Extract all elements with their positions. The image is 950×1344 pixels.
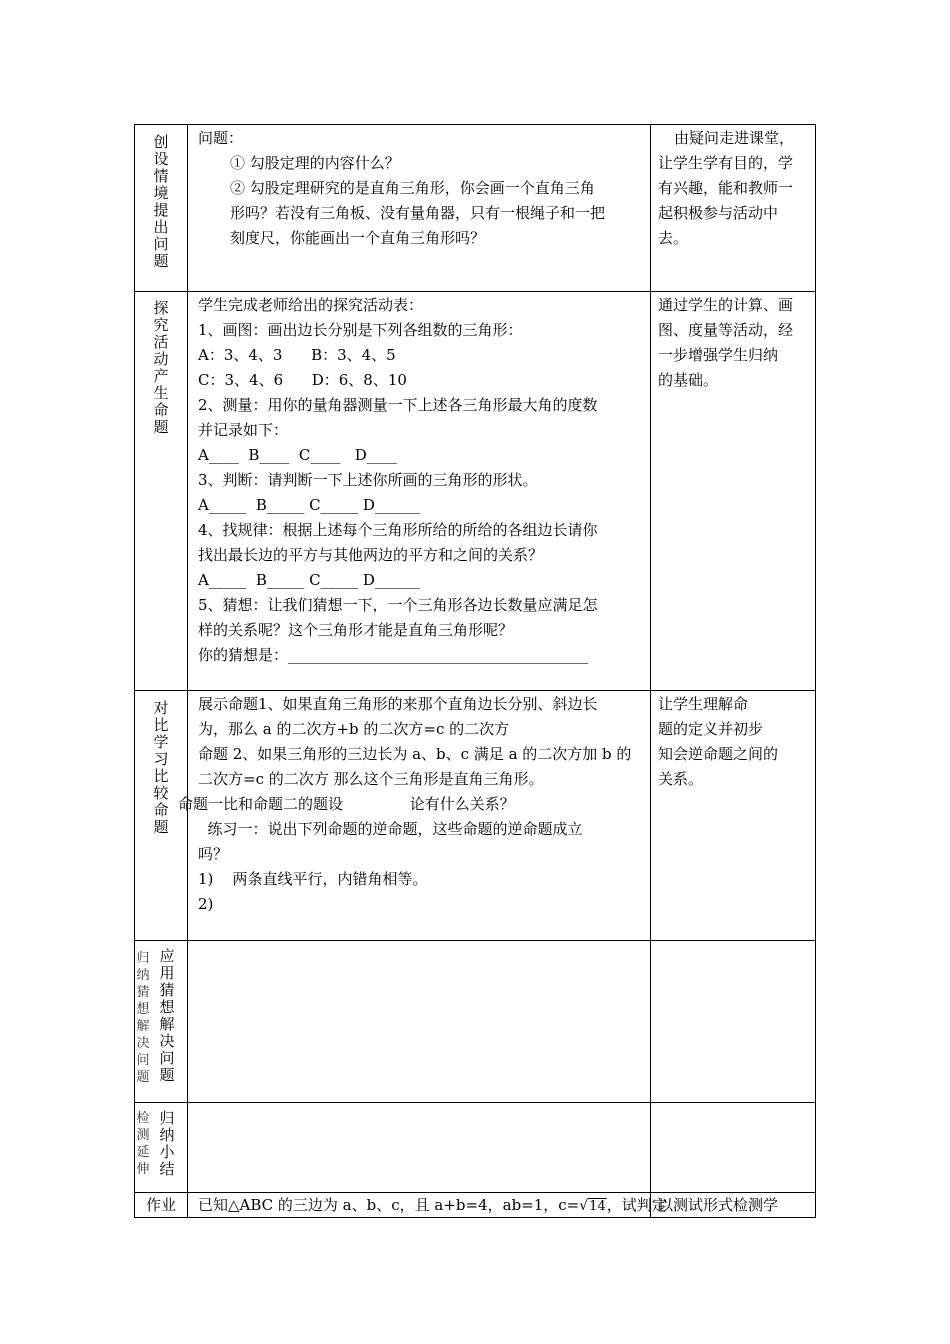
row-1-content (198, 126, 644, 251)
row-4-label: 应用猜想解决问题 (159, 947, 175, 1084)
row-2-line-11: 找出最长边的平方与其他两边的平方和之间的关系？ (198, 546, 544, 564)
row-2-line-4: C：3、4、6 D：6、8、10 (198, 371, 407, 389)
row-1-line-1: 问题： (198, 129, 244, 147)
row-1-note-line-5: 去。 (658, 229, 689, 247)
row-2-line-12: A_____ B_____ C_____ D______ (198, 571, 420, 589)
row-4-side-mark: 归纳猜想解决问题 (136, 951, 150, 1085)
row-2-note-line-3: 一步增强学生归纳 (658, 346, 779, 364)
row-3-line-5: 命题一比和命题二的题设 论有什么关系？ (178, 795, 515, 813)
row-3-note-line-4: 关系。 (658, 770, 704, 788)
row-2-line-10: 4、找规律：根据上述每个三角形所给的所给的各组边长请你 (198, 521, 598, 539)
row-2-note (658, 293, 810, 393)
row-1-note-line-1: 由疑问走进课堂， (674, 129, 795, 147)
row-2-line-7: A____ B____ C____ D____ (198, 446, 397, 464)
row-1-note (658, 126, 810, 251)
row-3-note (658, 692, 810, 792)
row-3-note-line-3: 知会逆命题之间的 (658, 745, 779, 763)
row-3-label: 对比学习比较命题 (153, 699, 169, 836)
row-2-line-14: 样的关系呢？这个三角形才能是直角三角形呢？ (198, 621, 514, 639)
row-3-line-1: 展示命题1、如果直角三角形的来那个直角边长分别、斜边长 (198, 695, 598, 713)
row-2-line-15: 你的猜想是：________________________________________ (198, 646, 589, 664)
row-2-line-9: A_____ B_____ C_____ D______ (198, 496, 420, 514)
row-5-content-cell (187, 1102, 651, 1193)
row-2-line-6: 并记录如下： (198, 421, 289, 439)
sqrt-radicand: 14 (589, 1199, 606, 1214)
row-4-content-cell (187, 940, 651, 1103)
row-2-content (198, 293, 644, 668)
row-2-line-5: 2、测量：用你的量角器测量一下上述各三角形最大角的度数 (198, 396, 598, 414)
row-3-line-9: 2) (198, 895, 214, 913)
row-1-line-5: 刻度尺，你能画出一个直角三角形吗？ (230, 229, 486, 247)
row-3-line-7: 吗？ (198, 845, 229, 863)
row-5-label: 归纳小结 (159, 1109, 175, 1178)
row-4-note-cell (650, 940, 816, 1103)
row-3-line-6: 练习一：说出下列命题的逆命题，这些命题的逆命题成立 (198, 820, 583, 838)
row-3-content (178, 692, 644, 917)
row-2-line-8: 3、判断：请判断一下上述你所画的三角形的形状。 (198, 471, 538, 489)
row-6-content (198, 1193, 667, 1219)
row-2-line-13: 5、猜想：让我们猜想一下，一个三角形各边长数量应满足怎 (198, 596, 598, 614)
sqrt-sign: √ (579, 1198, 589, 1214)
row-1-label: 创设情境提出问题 (153, 133, 169, 270)
row-6-text-1: 已知△ABC 的三边为 a、b、c，且 a+b=4，ab=1，c= (198, 1196, 580, 1214)
row-1-line-3: ② 勾股定理研究的是直角三角形，你会画一个直角三角 (230, 179, 595, 197)
row-3-line-2: 为，那么 a 的二次方+b 的二次方=c 的二次方 (198, 720, 510, 738)
row-2-line-2: 1、画图：画出边长分别是下列各组数的三角形： (198, 321, 523, 339)
row-3-line-4: 二次方=c 的二次方 那么这个三角形是直角三角形。 (198, 770, 544, 788)
row-1-note-line-3: 有兴趣，能和教师一 (658, 179, 794, 197)
row-2-label: 探究活动产生命题 (153, 299, 169, 436)
row-1-note-line-4: 起积极参与活动中 (658, 204, 779, 222)
row-5-side-mark: 检测延伸 (136, 1111, 150, 1177)
row-2-note-line-2: 图、度量等活动，经 (658, 321, 794, 339)
row-2-line-1: 学生完成老师给出的探究活动表： (198, 296, 424, 314)
row-2-line-3: A：3、4、3 B：3、4、5 (198, 346, 396, 364)
row-2-note-line-1: 通过学生的计算、画 (658, 296, 794, 314)
row-6-note: 以测试形式检测学 (658, 1196, 779, 1214)
row-3-note-line-1: 让学生理解命 (658, 695, 749, 713)
row-6-text-2: ，试判定 (606, 1196, 667, 1214)
row-1-line-2: ① 勾股定理的内容什么？ (230, 154, 400, 172)
row-1-note-line-2: 让学生学有目的，学 (658, 154, 794, 172)
row-1-line-4: 形吗？若没有三角板、没有量角器，只有一根绳子和一把 (230, 204, 606, 222)
row-2-note-line-4: 的基础。 (658, 371, 719, 389)
row-3-note-line-2: 题的定义并初步 (658, 720, 764, 738)
row-3-line-3: 命题 2、如果三角形的三边长为 a、b、c 满足 a 的二次方加 b 的 (198, 745, 632, 763)
row-5-note-cell (650, 1102, 816, 1193)
row-3-line-8: 1) 两条直线平行，内错角相等。 (198, 870, 428, 888)
row-6-label: 作业 (145, 1196, 176, 1214)
